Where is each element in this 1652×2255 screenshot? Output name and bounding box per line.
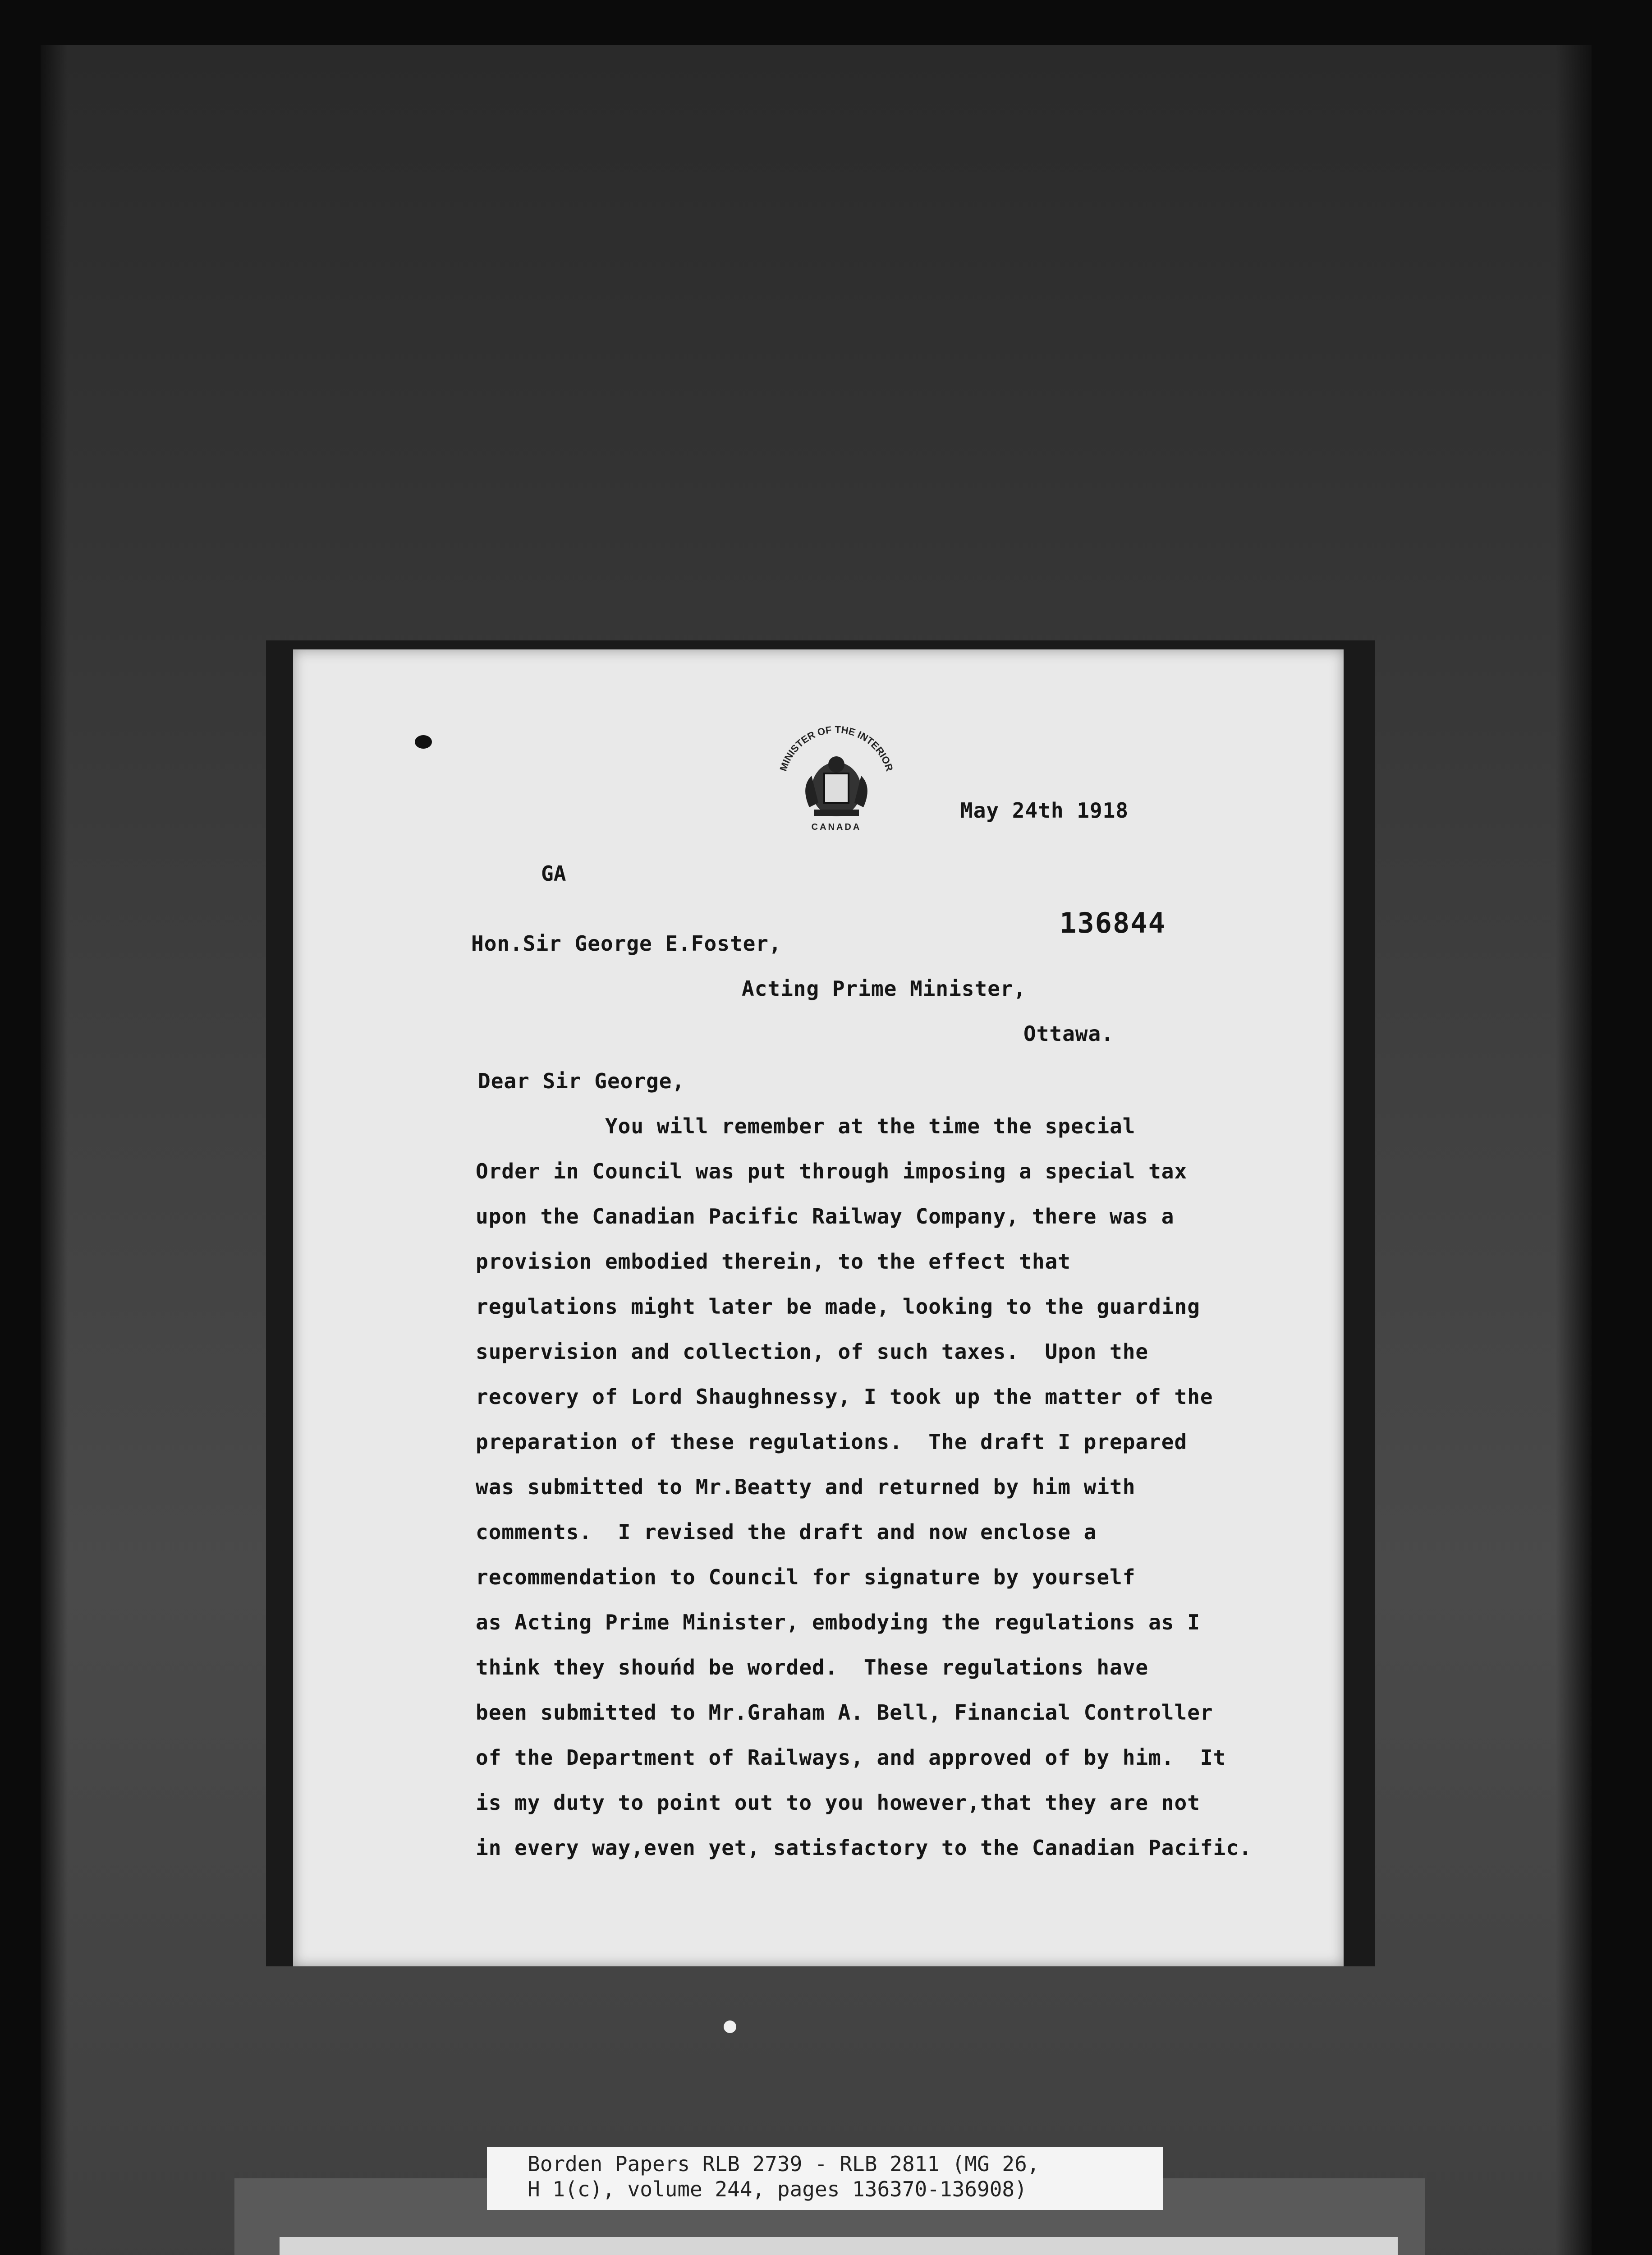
letter-date: May 24th 1918 (960, 798, 1129, 823)
body-line: think they shouńd be worded. These regulations have (476, 1655, 1149, 1680)
body-line: supervision and collection, of such taxes. Upon the (476, 1339, 1149, 1364)
ink-spot (415, 735, 432, 749)
body-line: You will remember at the time the special (476, 1114, 1136, 1138)
crest-text-bottom: CANADA (811, 822, 862, 832)
body-line: upon the Canadian Pacific Railway Company, there was a (476, 1204, 1175, 1229)
card-tape (280, 2237, 1398, 2255)
body-line: in every way,even yet, satisfactory to the Canadian Pacific. (476, 1836, 1252, 1860)
body-line: comments. I revised the draft and now enclose a (476, 1520, 1097, 1544)
crest-text-top: MINISTER OF THE INTERIOR (777, 723, 895, 773)
body-line: recovery of Lord Shaughnessy, I took up the matter of the (476, 1385, 1213, 1409)
body-line: was submitted to Mr.Beatty and returned by him with (476, 1475, 1136, 1499)
body-line: is my duty to point out to you however,that they are not (476, 1790, 1200, 1815)
crest-icon (771, 722, 902, 834)
reference-label (487, 2147, 1163, 2210)
reference-label-line1: Borden Papers RLB 2739 - RLB 2811 (MG 26, (528, 2152, 1040, 2176)
body-line: of the Department of Railways, and approved of by him. It (476, 1745, 1226, 1770)
body-line: Order in Council was put through imposing a special tax (476, 1159, 1188, 1183)
body-line: been submitted to Mr.Graham A. Bell, Financial Controller (476, 1700, 1213, 1725)
letter-initials: GA (541, 861, 566, 886)
body-line: preparation of these regulations. The draft I prepared (476, 1430, 1188, 1454)
archive-card (280, 2237, 1398, 2255)
body-line: recommendation to Council for signature by yourself (476, 1565, 1136, 1589)
reference-label-line2: H 1(c), volume 244, pages 136370-136908) (528, 2177, 1027, 2201)
document-number: 136844 (1060, 907, 1166, 939)
frame-left-edge (41, 45, 68, 2255)
addressee-title: Acting Prime Minister, (742, 976, 1027, 1001)
body-line: regulations might later be made, looking to the guarding (476, 1294, 1200, 1319)
body-line: provision embodied therein, to the effect that (476, 1249, 1071, 1274)
frame-right-edge (1556, 45, 1592, 2255)
letter-page (293, 649, 1344, 1966)
film-dust-dot (724, 2020, 736, 2033)
addressee-name: Hon.Sir George E.Foster, (471, 931, 782, 956)
body-line: as Acting Prime Minister, embodying the regulations as I (476, 1610, 1200, 1634)
salutation: Dear Sir George, (478, 1069, 685, 1093)
addressee-city: Ottawa. (1023, 1022, 1114, 1046)
